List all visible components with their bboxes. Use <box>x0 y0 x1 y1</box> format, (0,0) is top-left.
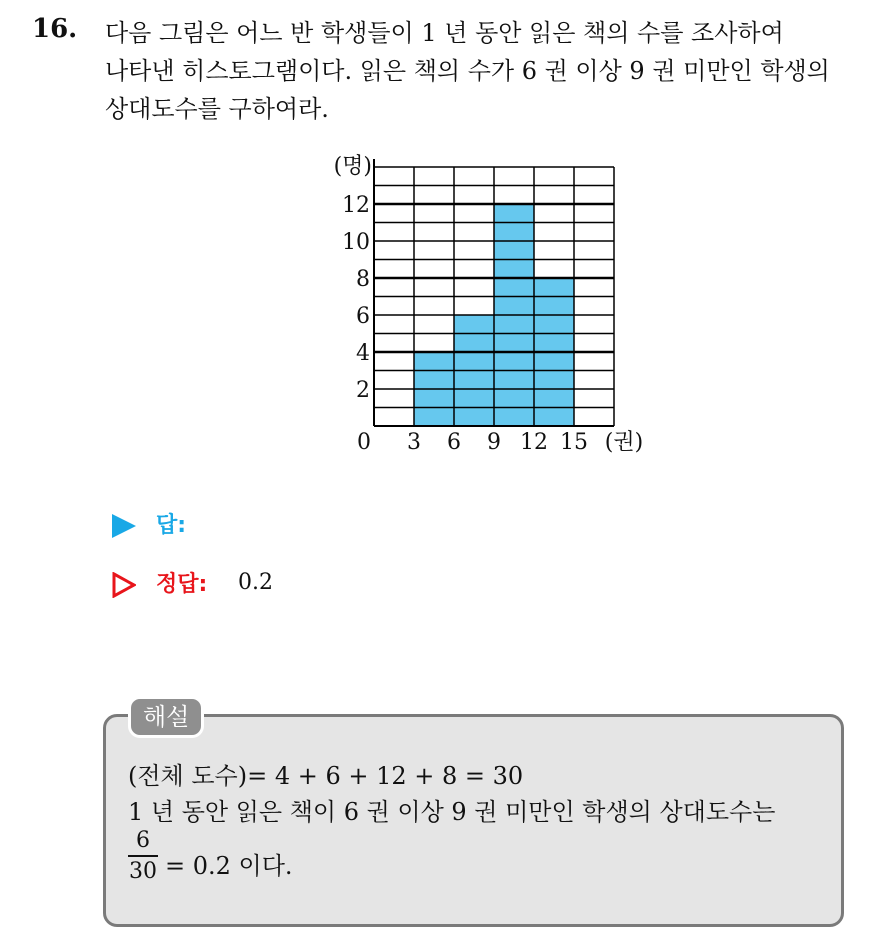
answer-label: 답: <box>156 513 187 538</box>
x-tick-label: 3 <box>407 430 421 455</box>
correct-answer-value: 0.2 <box>238 570 273 595</box>
fraction-numerator: 6 <box>136 828 150 853</box>
fraction-denominator: 30 <box>129 859 157 884</box>
question-number: 16. <box>32 14 78 44</box>
answer-row <box>112 508 186 539</box>
question-line: 상대도수를 구하여라. <box>105 95 329 123</box>
solution-tab: 해설 <box>128 696 204 738</box>
solution-line-1: (전체 도수)= 4 + 6 + 12 + 8 = 30 <box>128 762 524 790</box>
y-tick-label: 4 <box>356 341 370 366</box>
correct-answer-label: 정답: <box>156 572 208 597</box>
question-line: 다음 그림은 어느 반 학생들이 1 년 동안 읽은 책의 수를 조사하여 <box>105 19 784 47</box>
y-tick-label: 12 <box>342 193 370 218</box>
y-tick-label: 10 <box>342 230 370 255</box>
x-tick-label: 15 <box>560 430 588 455</box>
outline-triangle-icon <box>112 572 136 598</box>
x-axis-label: (권) <box>604 430 644 455</box>
solution-fraction <box>128 828 158 884</box>
x-tick-label: 0 <box>357 430 371 455</box>
x-tick-label: 9 <box>487 430 501 455</box>
question-line: 나타낸 히스토그램이다. 읽은 책의 수가 6 권 이상 9 권 미만인 학생의 <box>105 57 830 85</box>
play-triangle-icon <box>112 514 136 538</box>
y-tick-label: 2 <box>356 378 370 403</box>
correct-answer-row <box>112 567 207 598</box>
y-tick-label: 8 <box>356 267 370 292</box>
x-tick-label: 6 <box>447 430 461 455</box>
solution-line-3: = 0.2 이다. <box>165 852 293 880</box>
x-tick-label: 12 <box>520 430 548 455</box>
y-tick-label: 6 <box>356 304 370 329</box>
fraction-bar <box>128 855 158 857</box>
y-axis-label: (명) <box>333 154 372 179</box>
solution-line-2: 1 년 동안 읽은 책이 6 권 이상 9 권 미만인 학생의 상대도수는 <box>128 798 776 826</box>
